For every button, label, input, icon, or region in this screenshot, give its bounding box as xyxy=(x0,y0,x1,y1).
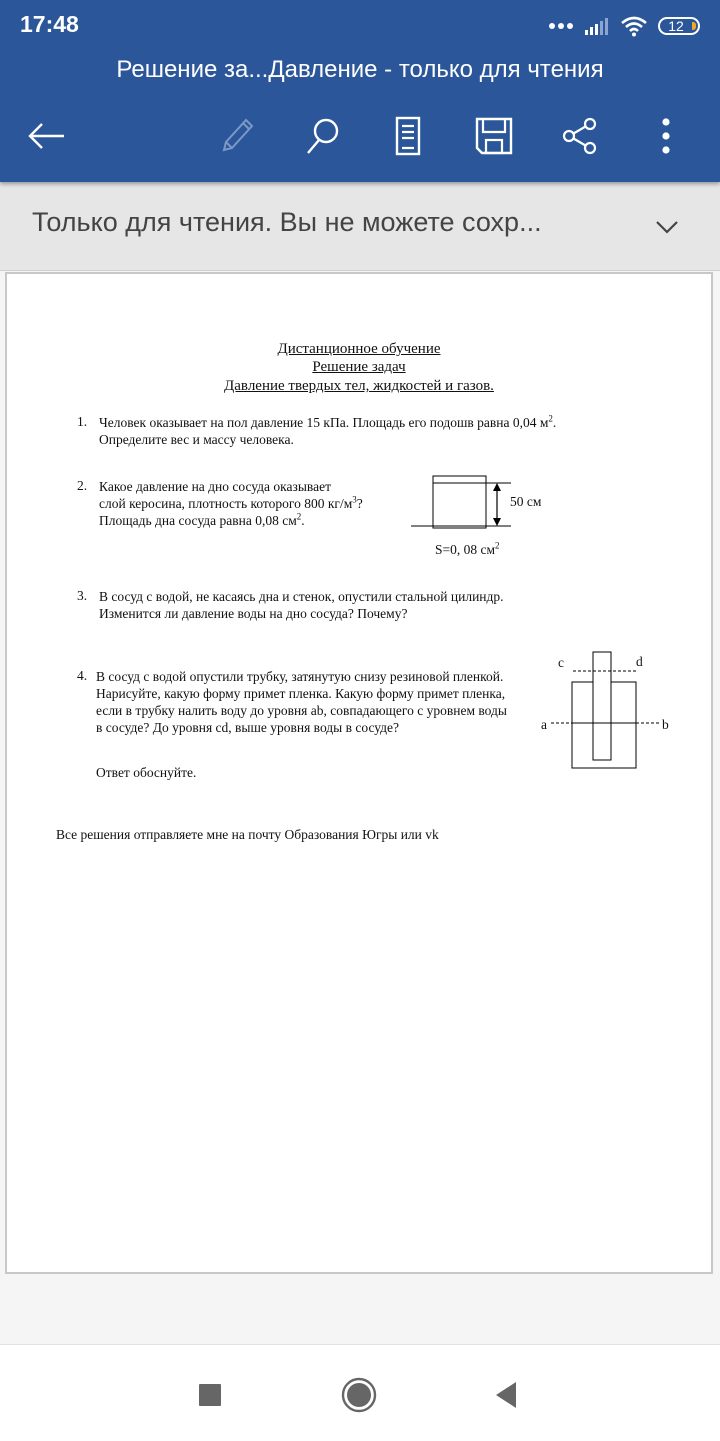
chevron-down-icon xyxy=(655,220,679,234)
document-title: Решение за...Давление - только для чтения xyxy=(116,56,604,83)
task-2-text xyxy=(99,478,363,529)
task-2-line-3: Площадь дна сосуда равна 0,08 см xyxy=(99,513,297,528)
read-only-banner[interactable] xyxy=(0,182,720,271)
heading-1: Дистанционное обучение xyxy=(277,341,441,357)
app-bar xyxy=(0,0,720,182)
superscript: 3 xyxy=(352,494,357,505)
search-icon xyxy=(302,116,342,156)
status-time: 17:48 xyxy=(20,11,79,37)
share-icon xyxy=(560,116,600,156)
heading-2: Решение задач xyxy=(312,359,406,375)
home-button[interactable] xyxy=(339,1375,379,1415)
task-4-text xyxy=(96,668,507,736)
task-1-line-1: Человек оказывает на пол давление 15 кПа. Площадь его подошв равна 0,04 м xyxy=(99,415,549,430)
task-1-line-2: Определите вес и массу человека. xyxy=(99,432,294,447)
battery-level: 12 xyxy=(668,18,684,34)
back-nav-button[interactable] xyxy=(486,1375,526,1415)
save-button[interactable] xyxy=(470,112,518,160)
area-label xyxy=(435,541,500,558)
mobile-view-button[interactable] xyxy=(384,112,432,160)
task-3-line-2: Изменится ли давление воды на дно сосуда? Почему? xyxy=(99,606,408,621)
recents-button[interactable] xyxy=(190,1375,230,1415)
footer-note: Все решения отправляете мне на почту Образования Югры или vk xyxy=(56,827,439,842)
task-1-text xyxy=(99,414,556,448)
more-dots-icon xyxy=(548,22,574,30)
expand-banner-button[interactable] xyxy=(650,210,684,244)
more-vertical-icon xyxy=(660,116,672,156)
back-arrow-icon xyxy=(26,121,66,151)
punctuation: . xyxy=(552,415,557,430)
tube-outline xyxy=(593,652,611,760)
task-2-number: 2. xyxy=(77,478,88,493)
task-3-text xyxy=(99,588,504,622)
navigation-bar xyxy=(0,1344,720,1441)
task-2-line-1: Какое давление на дно сосуда оказывает xyxy=(99,479,331,494)
vessel-outline xyxy=(433,476,486,528)
battery-icon xyxy=(658,17,700,35)
edit-button[interactable] xyxy=(212,112,260,160)
home-circle-icon xyxy=(340,1376,378,1414)
recents-square-icon xyxy=(198,1383,222,1407)
punctuation: . xyxy=(301,513,305,528)
superscript: 2 xyxy=(548,413,553,424)
area-label-text: S=0, 08 см xyxy=(435,542,496,557)
task-4-line-4: в сосуде? До уровня cd, выше уровня воды в сосуде? xyxy=(96,720,400,735)
label-a: a xyxy=(541,717,547,732)
back-button[interactable] xyxy=(22,112,70,160)
task-2-line-2: слой керосина, плотность которого 800 кг/м xyxy=(99,496,353,511)
label-d: d xyxy=(636,654,643,669)
mobile-view-icon xyxy=(393,116,423,156)
task-1-number: 1. xyxy=(77,414,88,429)
pencil-icon xyxy=(216,116,256,156)
task-4-line-3: если в трубку налить воду до уровня ab, совпадающего с уровнем воды xyxy=(96,703,507,718)
height-label: 50 см xyxy=(510,494,542,509)
task-4-line-1: В сосуд с водой опустили трубку, затянутую снизу резиновой пленкой. xyxy=(96,669,504,684)
heading-3: Давление твердых тел, жидкостей и газов. xyxy=(224,378,494,394)
task-4-number: 4. xyxy=(77,668,88,683)
signal-icon xyxy=(584,16,610,36)
document-page[interactable] xyxy=(5,272,713,1274)
wifi-icon xyxy=(620,15,648,37)
answer-note: Ответ обоснуйте. xyxy=(96,765,197,780)
vessel-figure xyxy=(407,472,517,534)
banner-text: Только для чтения. Вы не можете сохр... xyxy=(32,207,542,237)
back-triangle-icon xyxy=(494,1381,518,1409)
share-button[interactable] xyxy=(556,112,604,160)
task-4-line-2: Нарисуйте, какую форму примет пленка. Какую форму примет пленка, xyxy=(96,686,506,701)
task-3-number: 3. xyxy=(77,588,88,603)
task-3-line-1: В сосуд с водой, не касаясь дна и стенок, опустили стальной цилиндр. xyxy=(99,589,504,604)
superscript: 2 xyxy=(495,540,500,551)
punctuation: ? xyxy=(356,496,363,511)
label-b: b xyxy=(662,717,669,732)
save-icon xyxy=(474,116,514,156)
label-c: c xyxy=(558,655,564,670)
search-button[interactable] xyxy=(298,112,346,160)
more-options-button[interactable] xyxy=(642,112,690,160)
superscript: 2 xyxy=(296,511,302,522)
status-icons xyxy=(548,12,700,40)
